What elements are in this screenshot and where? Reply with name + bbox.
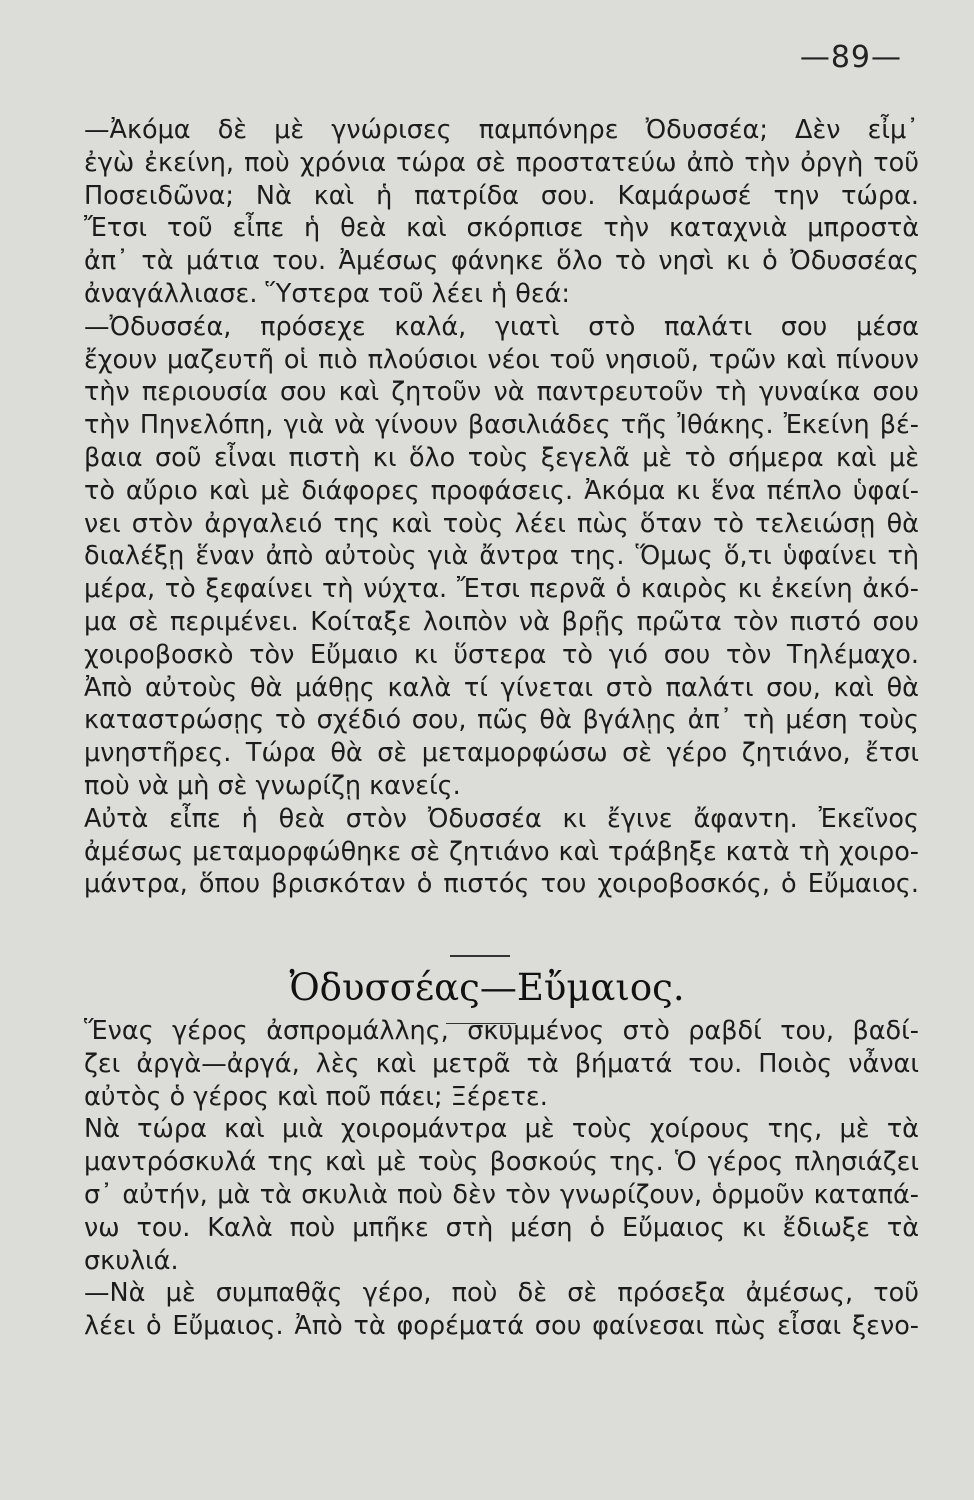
text-line: τὴν Πηνελόπη, γιὰ νὰ γίνουν βασιλιάδες τῆς Ἰθάκης. Ἐκείνη βέ-	[84, 410, 919, 441]
text-line: μνηστῆρες. Τώρα θὰ σὲ μεταμορφώσω σὲ γέρο ζητιάνο, ἔτσι	[84, 738, 919, 769]
text-line: Ἕνας γέρος ἀσπρομάλλης, σκυμμένος στὸ ραβδί του, βαδί-	[84, 1016, 919, 1046]
section-heading: Ὀδυσσέας—Εὔμαιος.	[289, 966, 685, 1009]
text-line: —Ὀδυσσέα, πρόσεχε καλά, γιατὶ στὸ παλάτι σου μέσα	[84, 311, 919, 342]
text-line: Νὰ τώρα καὶ μιὰ χοιρομάντρα μὲ τοὺς χοίρους της, μὲ τὰ	[84, 1114, 919, 1145]
text-line: βαια σοῦ εἶναι πιστὴ κι ὅλο τοὺς ξεγελᾶ μὲ τὸ σήμερα καὶ μὲ	[84, 442, 919, 473]
text-line: καταστρώσῃς τὸ σχέδιό σου, πῶς θὰ βγάλῃς ἀπ᾽ τὴ μέση τοὺς	[84, 705, 919, 736]
text-line: —Νὰ μὲ συμπαθᾷς γέρο, ποὺ δὲ σὲ πρόσεξα ἀμέσως, τοῦ	[84, 1278, 919, 1309]
text-line: ἔχουν μαζευτῆ οἱ πιὸ πλούσιοι νέοι τοῦ νησιοῦ, τρῶν καὶ πίνουν	[84, 344, 919, 375]
text-line: ἀμέσως μεταμορφώθηκε σὲ ζητιάνο καὶ τράβηξε κατὰ τὴ χοιρο-	[84, 836, 919, 867]
text-line: νει στὸν ἀργαλειό της καὶ τοὺς λέει πὼς ὅταν τὸ τελειώσῃ θὰ	[84, 508, 919, 539]
text-line: Αὐτὰ εἶπε ἡ θεὰ στὸν Ὀδυσσέα κι ἔγινε ἄφαντη. Ἐκεῖνος	[84, 803, 919, 834]
text-line: ἀπ᾽ τὰ μάτια του. Ἀμέσως φάνηκε ὅλο τὸ νησὶ κι ὁ Ὀδυσσέας	[84, 246, 919, 277]
text-line: Ποσειδῶνα; Νὰ καὶ ἡ πατρίδα σου. Καμάρωσέ την τώρα.	[84, 180, 919, 211]
text-line: Ἀπὸ αὐτοὺς θὰ μάθῃς καλὰ τί γίνεται στὸ παλάτι σου, καὶ θὰ	[84, 672, 919, 703]
text-line: χοιροβοσκὸ τὸν Εὔμαιο κι ὕστερα τὸ γιό σου τὸν Τηλέμαχο.	[84, 639, 919, 670]
text-line: ποὺ νὰ μὴ σὲ γνωρίζῃ κανείς.	[84, 770, 461, 801]
text-line: σ᾽ αὐτήν, μὰ τὰ σκυλιὰ ποὺ δὲν τὸν γνωρίζουν, ὁρμοῦν καταπά-	[84, 1179, 919, 1210]
main-text-block	[84, 114, 919, 901]
text-line: μέρα, τὸ ξεφαίνει τὴ νύχτα. Ἔτσι περνᾶ ὁ καιρὸς κι ἐκείνη ἀκό-	[84, 574, 919, 605]
section-text-block	[84, 1015, 919, 1343]
text-line: νω του. Καλὰ ποὺ μπῆκε στὴ μέση ὁ Εὔμαιος κι ἔδιωξε τὰ	[84, 1212, 919, 1243]
text-line: Ἔτσι τοῦ εἶπε ἡ θεὰ καὶ σκόρπισε τὴν καταχνιὰ μπροστὰ	[84, 213, 919, 244]
text-line: ἀναγάλλιασε. Ὕστερα τοῦ λέει ἡ θεά:	[84, 278, 571, 309]
text-line: αὐτὸς ὁ γέρος καὶ ποῦ πάει; Ξέρετε.	[84, 1081, 548, 1112]
page-number: —89—	[799, 40, 902, 75]
text-line: λέει ὁ Εὔμαιος. Ἀπὸ τὰ φορέματά σου φαίνεσαι πὼς εἶσαι ξενο-	[84, 1311, 919, 1342]
text-line: διαλέξῃ ἕναν ἀπὸ αὐτοὺς γιὰ ἄντρα της. Ὅμως ὅ,τι ὑφαίνει τὴ	[84, 541, 919, 572]
text-line: σκυλιά.	[84, 1245, 179, 1276]
text-line: ζει ἀργὰ—ἀργά, λὲς καὶ μετρᾶ τὰ βήματά του. Ποιὸς νἆναι	[84, 1048, 919, 1079]
text-line: μαντρόσκυλά της καὶ μὲ τοὺς βοσκούς της. Ὁ γέρος πλησιάζει	[84, 1147, 919, 1178]
text-line: μάντρα, ὅπου βρισκόταν ὁ πιστός του χοιροβοσκός, ὁ Εὔμαιος.	[84, 869, 919, 900]
text-line: —Ἀκόμα δὲ μὲ γνώρισες παμπόνηρε Ὀδυσσέα; Δὲν εἶμ᾽	[84, 115, 919, 145]
text-line: μα σὲ περιμένει. Κοίταξε λοιπὸν νὰ βρῇς πρῶτα τὸν πιστό σου	[84, 606, 919, 637]
text-line: ἐγὼ ἐκείνη, ποὺ χρόνια τώρα σὲ προστατεύω ἀπὸ τὴν ὀργὴ τοῦ	[84, 147, 919, 178]
text-line: τὴν περιουσία σου καὶ ζητοῦν νὰ παντρευτοῦν τὴ γυναίκα σου	[84, 377, 919, 408]
text-line: τὸ αὔριο καὶ μὲ διάφορες προφάσεις. Ἀκόμα κι ἕνα πέπλο ὑφαί-	[84, 475, 919, 506]
